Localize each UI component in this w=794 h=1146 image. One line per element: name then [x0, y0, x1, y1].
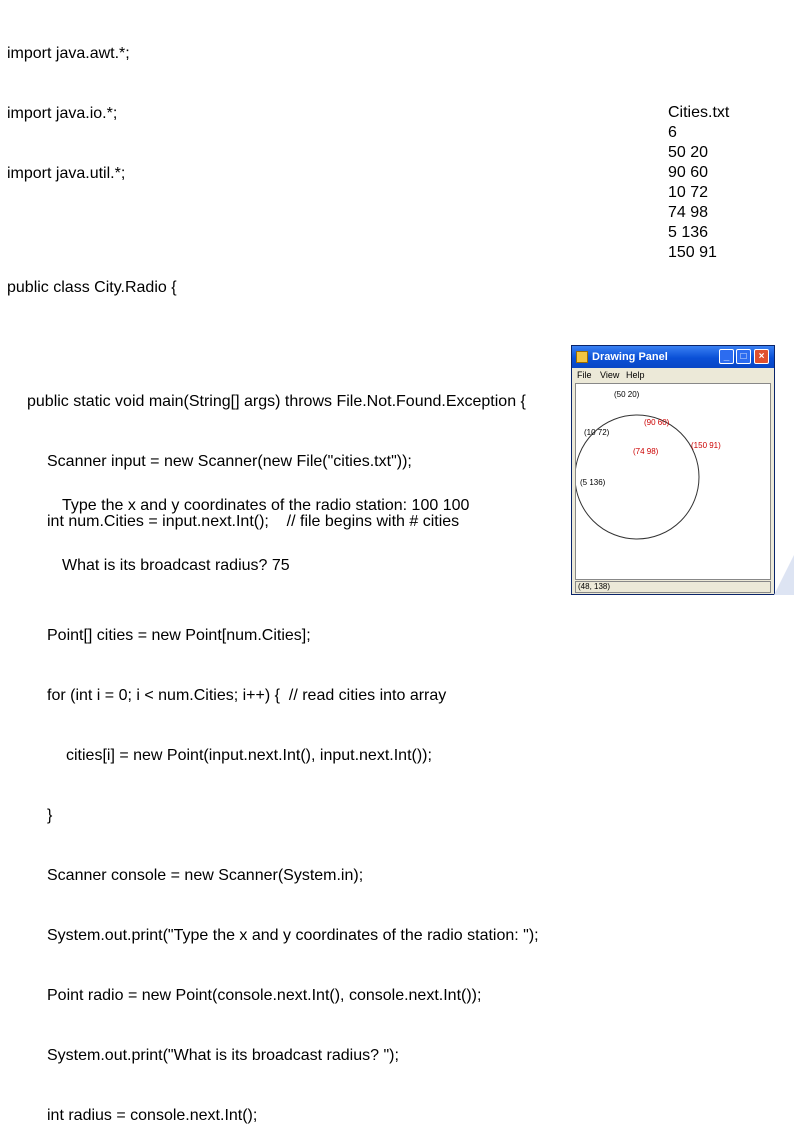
minimize-button[interactable]: _	[719, 349, 734, 364]
drawing-panel-window[interactable]	[571, 345, 775, 595]
code-line: int radius = console.next.Int();	[47, 1107, 258, 1124]
code-line: Scanner console = new Scanner(System.in);	[47, 867, 364, 884]
city-label: (10 72)	[584, 428, 610, 437]
menu-file[interactable]: File	[577, 370, 592, 380]
code-line: import java.io.*;	[7, 105, 118, 122]
code-line: public static void main(String[] args) throws File.Not.Found.Exception {	[27, 393, 526, 410]
app-icon	[576, 351, 588, 363]
cities-file-title: Cities.txt	[668, 104, 730, 121]
drawing-canvas[interactable]	[575, 383, 771, 580]
city-label: (90 60)	[644, 418, 670, 427]
code-line: Point[] cities = new Point[num.Cities];	[47, 627, 311, 644]
code-line: }	[47, 807, 53, 824]
maximize-button[interactable]: □	[736, 349, 751, 364]
code-line: System.out.print("Type the x and y coordinates of the radio station: ");	[47, 927, 539, 944]
corner-decoration	[774, 555, 794, 595]
console-line: Type the x and y coordinates of the radio station: 100 100	[62, 497, 470, 514]
menu-bar	[572, 368, 774, 382]
city-label: (5 136)	[580, 478, 606, 487]
code-line: System.out.print("What is its broadcast radius? ");	[47, 1047, 399, 1064]
console-output	[62, 456, 469, 596]
status-bar: (48, 138)	[575, 581, 771, 593]
code-line: cities[i] = new Point(input.next.Int(), input.next.Int());	[66, 747, 432, 764]
menu-help[interactable]: Help	[626, 370, 645, 380]
city-label: (74 98)	[633, 447, 659, 456]
drawing-svg	[576, 384, 770, 579]
city-label: (150 91)	[691, 441, 721, 450]
code-line: for (int i = 0; i < num.Cities; i++) { // read cities into array	[47, 687, 447, 704]
cities-file-line: 5 136	[668, 224, 709, 241]
code-line: import java.awt.*;	[7, 45, 130, 62]
window-title: Drawing Panel	[592, 351, 668, 363]
code-line: import java.util.*;	[7, 165, 126, 182]
menu-view[interactable]: View	[600, 370, 620, 380]
cities-file-contents	[668, 103, 729, 263]
window-titlebar[interactable]	[572, 346, 774, 368]
cities-file-line: 6	[668, 124, 677, 141]
close-button[interactable]: ×	[754, 349, 769, 364]
cities-file-line: 90 60	[668, 164, 709, 181]
code-line: Scanner input = new Scanner(new File("cities.txt"));	[47, 453, 412, 470]
cities-file-line: 10 72	[668, 184, 709, 201]
cities-file-line: 150 91	[668, 244, 717, 261]
code-line: Point radio = new Point(console.next.Int(), console.next.Int());	[47, 987, 482, 1004]
city-label: (50 20)	[614, 390, 640, 399]
cities-file-line: 74 98	[668, 204, 709, 221]
cities-file-line: 50 20	[668, 144, 709, 161]
code-line: int num.Cities = input.next.Int(); // file begins with # cities	[47, 513, 460, 530]
console-line: What is its broadcast radius? 75	[62, 557, 290, 574]
code-line: public class City.Radio {	[7, 279, 177, 296]
